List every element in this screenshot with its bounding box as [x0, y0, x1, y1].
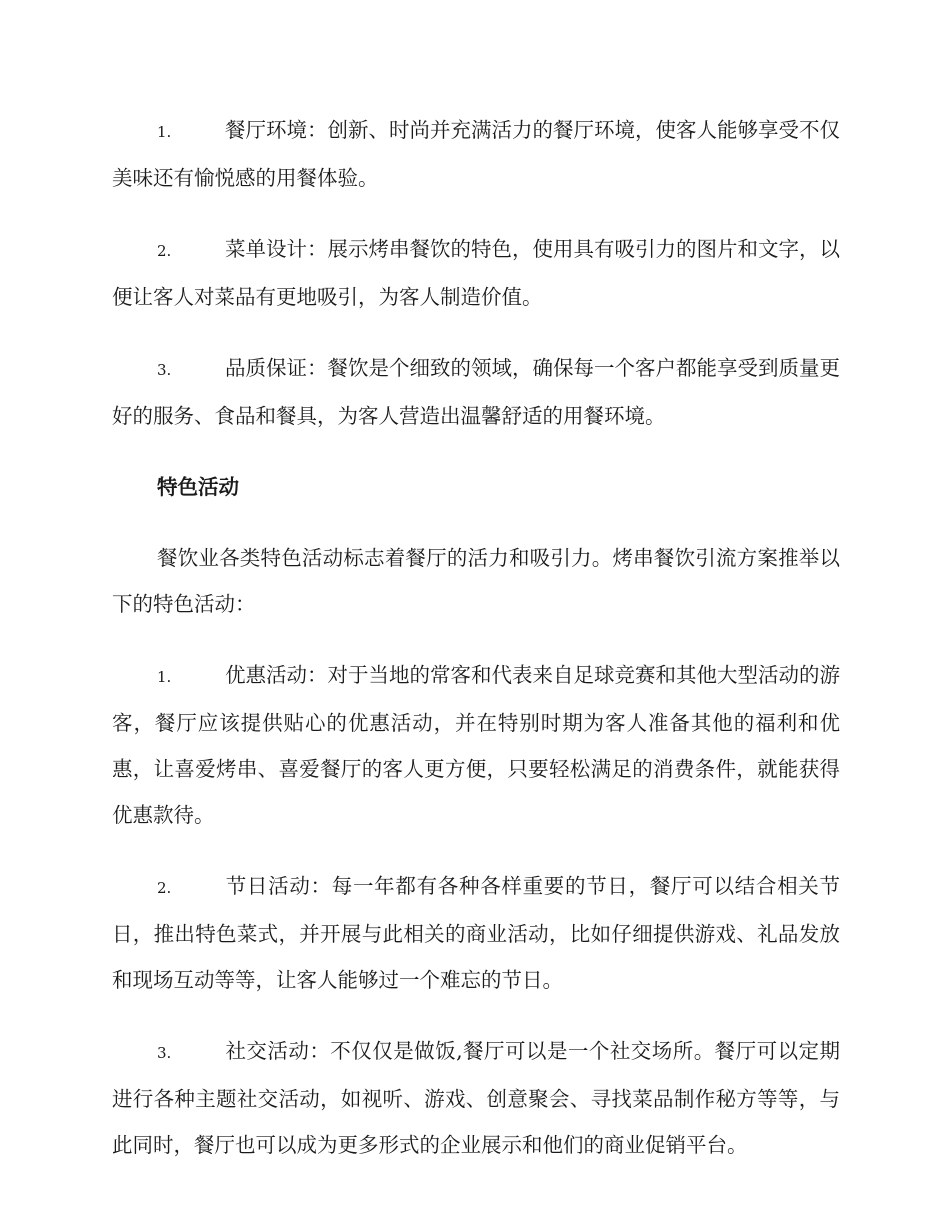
list-item-menu-design	[112, 226, 840, 320]
list-number: 2.	[157, 879, 172, 897]
list-item-text: 菜单设计：展示烤串餐饮的特色，使用具有吸引力的图片和文字，以便让客人对菜品有更地吸引，为客人制造价值。	[112, 237, 840, 309]
list-item-text: 餐厅环境：创新、时尚并充满活力的餐厅环境，使客人能够享受不仅美味还有愉悦感的用餐体验。	[112, 118, 840, 190]
list-item-text: 品质保证：餐饮是个细致的领域，确保每一个客户都能享受到质量更好的服务、食品和餐具，为客人营造出温馨舒适的用餐环境。	[112, 356, 840, 428]
section-intro: 餐饮业各类特色活动标志着餐厅的活力和吸引力。烤串餐饮引流方案推举以下的特色活动：	[112, 546, 840, 616]
list-item-environment	[112, 107, 840, 201]
list-item-discount	[112, 652, 840, 838]
section-heading: 特色活动	[157, 475, 239, 499]
list-number: 3.	[157, 361, 172, 379]
list-item-text: 节日活动：每一年都有各种各样重要的节日，餐厅可以结合相关节日，推出特色菜式，并开展与此相关的商业活动，比如仔细提供游戏、礼品发放和现场互动等等，让客人能够过一个难忘的节日。	[112, 874, 840, 992]
list-item-text: 优惠活动：对于当地的常客和代表来自足球竞赛和其他大型活动的游客，餐厅应该提供贴心的优惠活动，并在特别时期为客人准备其他的福利和优惠，让喜爱烤串、喜爱餐厅的客人更方便，只要轻松满足的消费条件，就能获得优惠款待。	[112, 663, 840, 827]
list-item-quality	[112, 345, 840, 439]
list-item-holiday	[112, 863, 840, 1003]
list-number: 2.	[157, 242, 172, 260]
list-item-social	[112, 1028, 840, 1168]
list-number: 3.	[157, 1044, 172, 1062]
list-number: 1.	[157, 668, 172, 686]
document-page	[112, 107, 840, 1193]
list-item-text: 社交活动：不仅仅是做饭,餐厅可以是一个社交场所。餐厅可以定期进行各种主题社交活动，如视听、游戏、创意聚会、寻找菜品制作秘方等等，与此同时，餐厅也可以成为更多形式的企业展示和他们的商业促销平台。	[112, 1039, 840, 1157]
list-number: 1.	[157, 123, 172, 141]
